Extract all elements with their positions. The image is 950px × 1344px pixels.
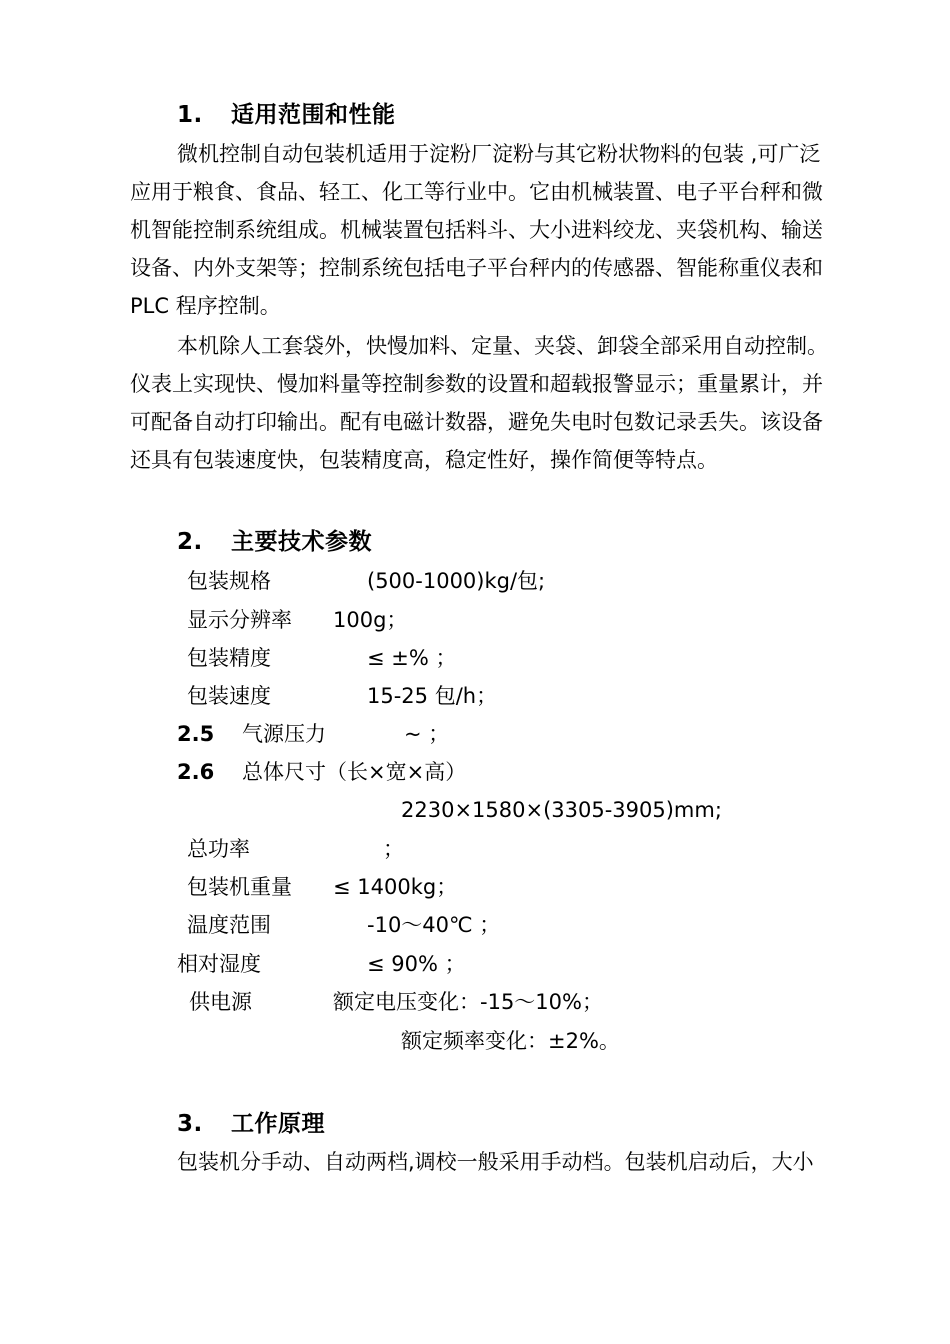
s1-p1-line-5: PLC 程序控制。 (130, 294, 281, 318)
spec-number: 2.6 (177, 760, 215, 784)
s1-p1-line-4: 设备、内外支架等；控制系统包括电子平台秤内的传感器、智能称重仪表和 (130, 256, 823, 280)
spec-value: ≤ 90% ； (367, 952, 466, 976)
s1-p1-line-2: 应用于粮食、食品、轻工、化工等行业中。它由机械装置、电子平台秤和微 (130, 180, 823, 204)
section-2-number: 2. (177, 529, 203, 555)
spec-value: 15-25 包/h； (367, 684, 498, 708)
spec-label: 总功率 (187, 837, 250, 861)
spec-label: 温度范围 (187, 913, 271, 937)
spec-label: 供电源 (189, 990, 252, 1014)
spec-label: 显示分辨率 (187, 608, 292, 632)
s1-p2-line-4: 还具有包装速度快，包装精度高，稳定性好，操作简便等特点。 (130, 448, 718, 472)
spec-value: 2230×1580×(3305-3905)mm; (401, 798, 722, 822)
spec-label: 包装规格 (187, 569, 271, 593)
section-1-number: 1. (177, 102, 203, 128)
spec-number: 2.5 (177, 722, 215, 746)
section-2-heading (177, 523, 372, 556)
spec-value: ； (383, 837, 404, 861)
spec-value: ≤ ±% ； (367, 646, 457, 670)
spec-label: 总体尺寸（长×宽×高） (242, 760, 467, 784)
spec-value: (500-1000)kg/包; (367, 569, 546, 593)
s3-p1-line-1: 包装机分手动、自动两档,调校一般采用手动档。包装机启动后，大小 (177, 1150, 814, 1174)
spec-label: 包装速度 (187, 684, 271, 708)
spec-value: ~ ； (404, 722, 450, 746)
spec-label: 相对湿度 (177, 952, 261, 976)
section-2-title: 主要技术参数 (231, 529, 372, 555)
s1-p1-line-1: 微机控制自动包装机适用于淀粉厂淀粉与其它粉状物料的包装 ,可广泛 (177, 142, 821, 166)
section-3-title: 工作原理 (231, 1111, 325, 1137)
section-1-heading (177, 96, 396, 129)
section-1-title: 适用范围和性能 (231, 102, 396, 128)
spec-value: 额定频率变化：±2%。 (401, 1029, 620, 1053)
spec-label: 气源压力 (242, 722, 326, 746)
s1-p2-line-3: 可配备自动打印输出。配有电磁计数器，避免失电时包数记录丢失。该设备 (130, 410, 823, 434)
spec-value: 额定电压变化：-15～10%； (333, 990, 603, 1014)
spec-value: 100g； (333, 608, 408, 632)
s1-p2-line-1: 本机除人工套袋外，快慢加料、定量、夹袋、卸袋全部采用自动控制。 (177, 334, 828, 358)
section-3-heading (177, 1105, 325, 1138)
s1-p1-line-3: 机智能控制系统组成。机械装置包括料斗、大小进料绞龙、夹袋机构、输送 (130, 218, 823, 242)
s1-p2-line-2: 仪表上实现快、慢加料量等控制参数的设置和超载报警显示；重量累计，并 (130, 372, 823, 396)
spec-value: ≤ 1400kg； (333, 875, 458, 899)
spec-label: 包装机重量 (187, 875, 292, 899)
section-3-number: 3. (177, 1111, 203, 1137)
spec-label: 包装精度 (187, 646, 271, 670)
spec-value: -10～40℃ ； (367, 913, 501, 937)
